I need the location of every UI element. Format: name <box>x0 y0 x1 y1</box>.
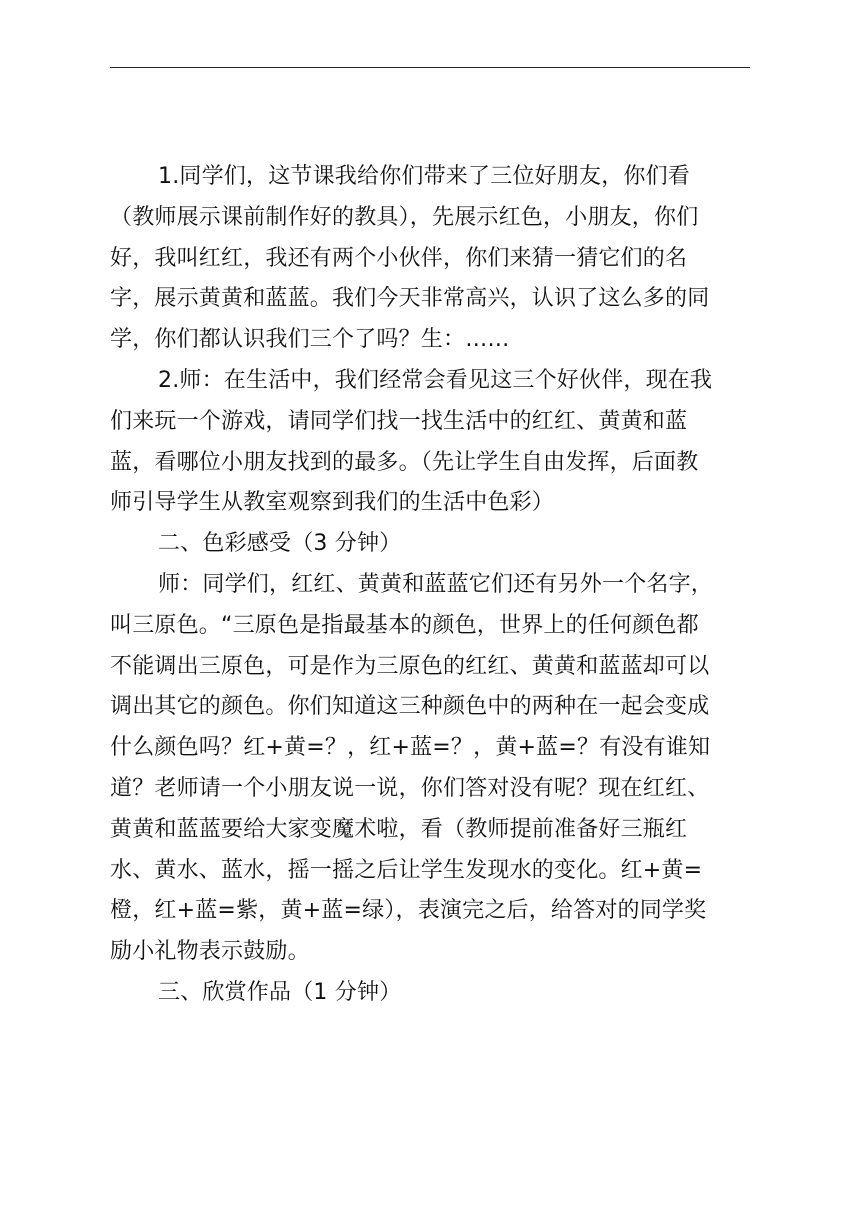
section-heading-appreciate-works: 三、欣赏作品（1 分钟） <box>158 979 402 1005</box>
paragraph-1-line-5: 学，你们都认识我们三个了吗？生：…… <box>110 327 510 353</box>
paragraph-2-line-1: 2.师：在生活中，我们经常会看见这三个好伙伴，现在我 <box>158 367 713 393</box>
paragraph-2-line-2: 们来玩一个游戏，请同学们找一找生活中的红红、黄黄和蓝 <box>110 408 688 434</box>
paragraph-3-line-9: 橙，红+蓝=紫，黄+蓝=绿），表演完之后，给答对的同学奖 <box>110 898 707 924</box>
paragraph-3-line-7: 黄黄和蓝蓝要给大家变魔术啦，看（教师提前准备好三瓶红 <box>110 816 688 842</box>
document-body <box>110 157 750 1014</box>
paragraph-1-line-4: 字，展示黄黄和蓝蓝。我们今天非常高兴，认识了这么多的同 <box>110 286 710 312</box>
paragraph-3-line-5: 什么颜色吗？红+黄=？，红+蓝=？，黄+蓝=？有没有谁知 <box>110 735 711 761</box>
paragraph-3-line-10: 励小礼物表示鼓励。 <box>110 939 310 965</box>
paragraph-3-line-3: 不能调出三原色，可是作为三原色的红红、黄黄和蓝蓝却可以 <box>110 653 710 679</box>
paragraph-1-line-2: （教师展示课前制作好的教具），先展示红色，小朋友，你们 <box>110 204 699 230</box>
paragraph-3-line-2: 叫三原色。“三原色是指最基本的颜色，世界上的任何颜色都 <box>110 612 699 638</box>
paragraph-3-line-6: 道？老师请一个小朋友说一说，你们答对没有呢？现在红红、 <box>110 775 710 801</box>
paragraph-1-line-3: 好，我叫红红，我还有两个小伙伴，你们来猜一猜它们的名 <box>110 245 688 271</box>
paragraph-3-line-8: 水、黄水、蓝水，摇一摇之后让学生发现水的变化。红+黄= <box>110 857 703 883</box>
section-heading-color-feeling: 二、色彩感受（3 分钟） <box>158 531 402 557</box>
paragraph-3-line-4: 调出其它的颜色。你们知道这三种颜色中的两种在一起会变成 <box>110 694 710 720</box>
paragraph-3-line-1: 师：同学们，红红、黄黄和蓝蓝它们还有另外一个名字， <box>158 571 714 597</box>
header-rule <box>110 67 750 68</box>
paragraph-1-line-1: 1.同学们，这节课我给你们带来了三位好朋友，你们看 <box>158 164 690 189</box>
paragraph-2-line-4: 师引导学生从教室观察到我们的生活中色彩） <box>110 490 555 516</box>
paragraph-2-line-3: 蓝，看哪位小朋友找到的最多。（先让学生自由发挥，后面教 <box>110 449 699 475</box>
